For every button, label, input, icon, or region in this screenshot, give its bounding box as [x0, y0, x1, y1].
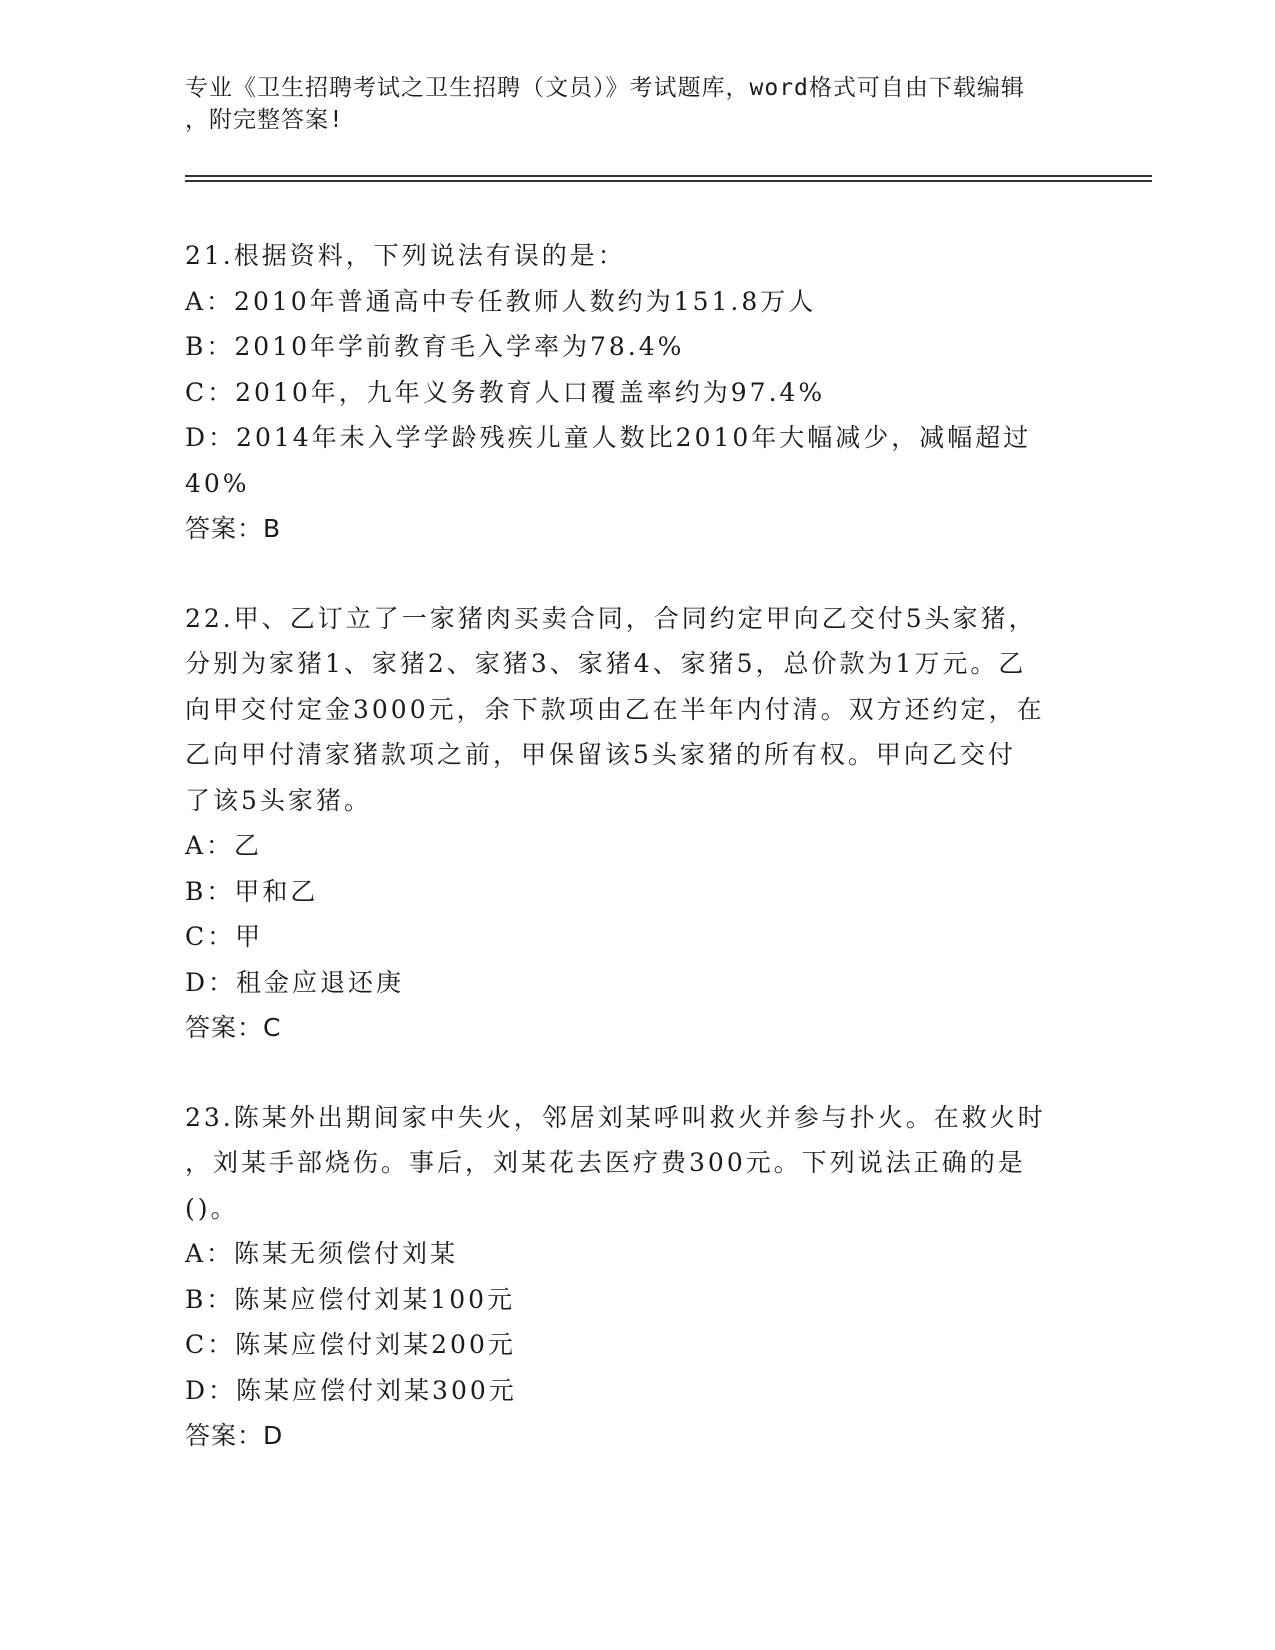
question-text: ()。 — [185, 1193, 239, 1223]
answer-label: 答案：D — [185, 1421, 284, 1450]
question-22 — [185, 596, 1085, 1051]
option-b: B：2010年学前教育毛入学率为78.4% — [185, 332, 685, 361]
question-text: 21.根据资料，下列说法有误的是： — [185, 241, 626, 270]
question-23 — [185, 1095, 1085, 1459]
option-c: C：2010年，九年义务教育人口覆盖率约为97.4% — [185, 377, 826, 407]
question-text: ，刘某手部烧伤。事后，刘某花去医疗费300元。下列说法正确的是 — [185, 1148, 1026, 1177]
header-divider — [185, 180, 1152, 182]
option-a: A：2010年普通高中专任教师人数约为151.8万人 — [185, 286, 817, 316]
option-d-continued: 40% — [185, 468, 250, 498]
option-c: C：甲 — [185, 922, 264, 951]
question-list — [185, 233, 1085, 1503]
header-line: 专业《卫生招聘考试之卫生招聘（文员）》考试题库，word格式可自由下载编辑 — [185, 75, 1025, 101]
answer-label: 答案：B — [185, 514, 282, 543]
header-divider — [185, 175, 1152, 177]
document-header — [185, 72, 1065, 136]
option-a: A：陈某无须偿付刘某 — [185, 1239, 459, 1268]
question-text: 了该5头家猪。 — [185, 785, 372, 815]
header-line: ，附完整答案! — [185, 107, 344, 133]
option-b: B：甲和乙 — [185, 876, 319, 906]
answer-label: 答案：C — [185, 1013, 282, 1042]
option-d: D：2014年未入学学龄残疾儿童人数比2010年大幅减少，减幅超过 — [185, 423, 1032, 452]
option-b: B：陈某应偿付刘某100元 — [185, 1284, 516, 1314]
option-c: C：陈某应偿付刘某200元 — [185, 1330, 516, 1359]
option-a: A：乙 — [185, 831, 263, 860]
question-21 — [185, 233, 1085, 552]
question-text: 22.甲、乙订立了一家猪肉买卖合同，合同约定甲向乙交付5头家猪， — [185, 603, 1037, 633]
question-text: 23.陈某外出期间家中失火，邻居刘某呼叫救火并参与扑火。在救火时 — [185, 1102, 1046, 1132]
option-d: D：租金应退还庚 — [185, 967, 405, 997]
question-text: 向甲交付定金3000元，余下款项由乙在半年内付清。双方还约定，在 — [185, 694, 1045, 724]
question-text: 乙向甲付清家猪款项之前，甲保留该5头家猪的所有权。甲向乙交付 — [185, 740, 1016, 769]
option-d: D：陈某应偿付刘某300元 — [185, 1375, 517, 1405]
question-text: 分别为家猪1、家猪2、家猪3、家猪4、家猪5，总价款为1万元。乙 — [185, 649, 1027, 678]
